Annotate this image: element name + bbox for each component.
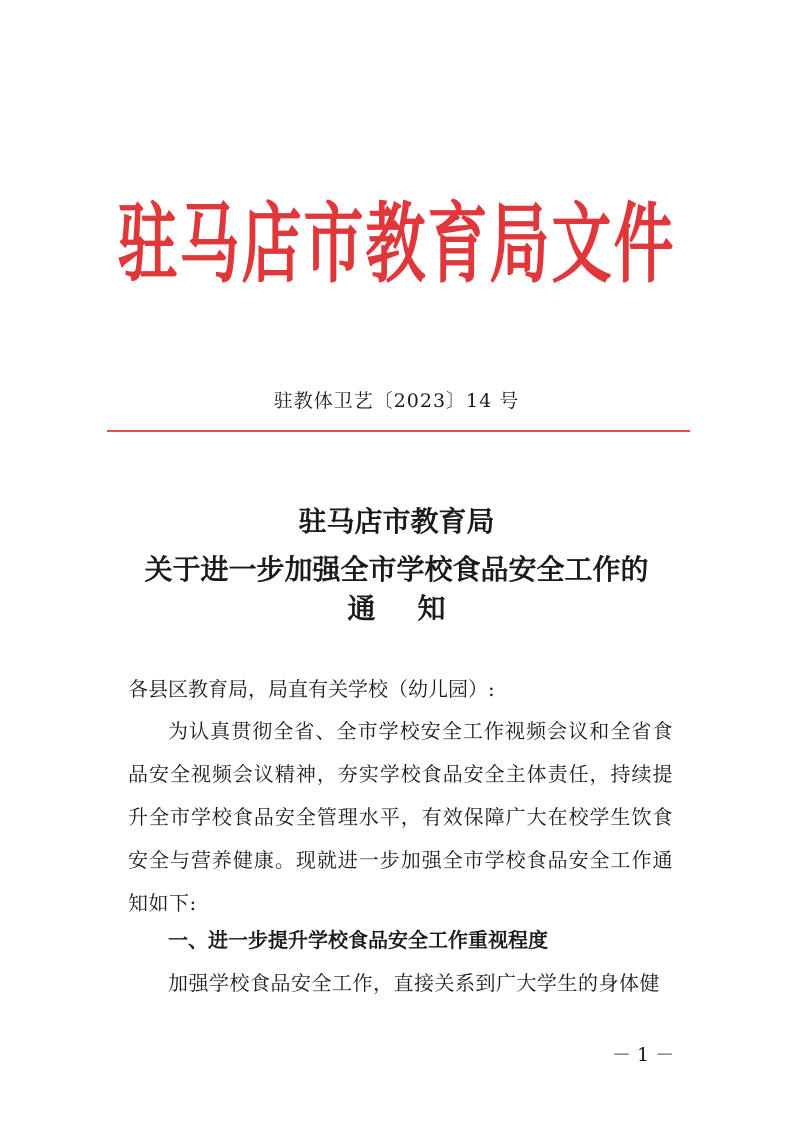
salutation: 各县区教育局，局直有关学校（幼儿园）: bbox=[128, 677, 495, 701]
section-heading-1: 一、进一步提升学校食品安全工作重视程度 bbox=[168, 928, 548, 952]
page-number: － 1 － bbox=[612, 1044, 675, 1066]
intro-paragraph: 为认真贯彻全省、全市学校安全工作视频会议和全省食品安全视频会议精神，夯实学校食品安全主体责任，持续提升全市学校食品安全管理水平，有效保障广大在校学生饮食安全与营养健康。现就进一步加强全市学校食品安全工作通知如下: bbox=[128, 719, 673, 915]
title-line-issuer: 驻马店市教育局 bbox=[298, 505, 495, 538]
title-line-subject: 关于进一步加强全市学校食品安全工作的 bbox=[144, 553, 649, 586]
title-line-notice: 通知 bbox=[347, 592, 488, 625]
section-paragraph-1: 加强学校食品安全工作，直接关系到广大学生的身体健 bbox=[168, 971, 660, 995]
masthead-text: 驻马店市教育局文件 bbox=[117, 194, 676, 296]
red-divider-line bbox=[107, 430, 690, 432]
document-number: 驻教体卫艺〔2023〕14 号 bbox=[273, 390, 520, 412]
document-masthead bbox=[0, 190, 793, 300]
